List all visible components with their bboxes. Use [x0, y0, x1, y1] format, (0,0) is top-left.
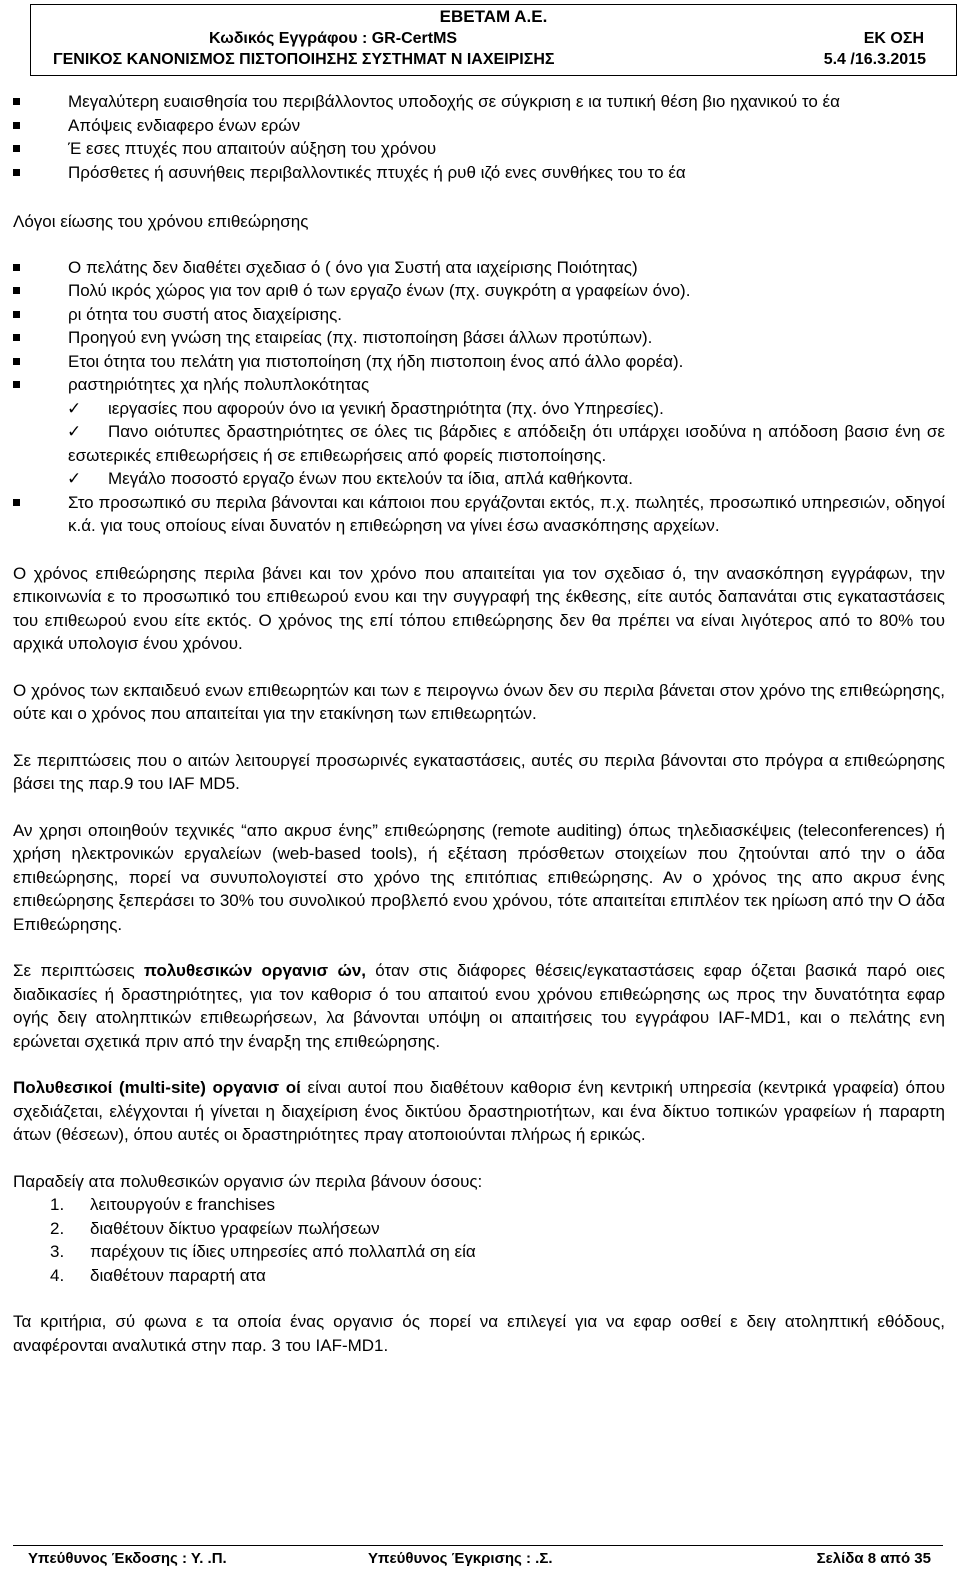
- check-item: ✓ ιεργασίες που αφορούν όνο ια γενική δραστηριότητα (πχ. όνο Υπηρεσίες).: [13, 397, 945, 421]
- paragraph: Πολυθεσικοί (multi-site) οργανισ οί είναι αυτοί που διαθέτουν καθορισ ένη κεντρική υπηρεσία (κεντρικά γραφεία) όπου σχεδιάζεται, ελέγχονται ή γίνεται η διαχείριση ένος δικτύου δραστηριοτήτων, και ένα δίκτυο τοπικών γραφείων ή παραρτη άτων (θέσεων), όπου αυτές οι δραστηριότητες πραγ ατοποιούνται πλήρως ή ερικώς.: [13, 1078, 945, 1144]
- paragraph: Ο χρόνος των εκπαιδευό ενων επιθεωρητών και των ε πειρογνω όνων δεν συ περιλα βάνεται στον χρόνο της επιθεώρησης, ούτε και ο χρόνος που απαιτείται για την ετακίνηση των επιθεωρητών.: [13, 680, 945, 723]
- square-bullet-icon: [13, 381, 20, 388]
- list-item: Μεγαλύτερη ευαισθησία του περιβάλλοντος υποδοχής σε σύγκριση ε ια τυπική θέση βιο ηχανικού το έα: [13, 90, 945, 114]
- checkmark-icon: ✓: [67, 398, 82, 418]
- page-header: [30, 4, 957, 76]
- edition-label: ΕΚ ΟΣΗ: [863, 30, 924, 47]
- list-item: Πολύ ικρός χώρος για τον αριθ ό των εργαζο ένων (πχ. συγκρότη α γραφείων όνο).: [13, 279, 945, 303]
- square-bullet-icon: [13, 169, 20, 176]
- document-code: Κωδικός Εγγράφου : GR-CertMS: [209, 30, 458, 47]
- list-item: Ετοι ότητα του πελάτη για πιστοποίηση (πχ ήδη πιστοποιη ένος από άλλο φορέα).: [13, 350, 945, 374]
- numbered-item: 3. παρέχουν τις ίδιες υπηρεσίες από πολλαπλά ση εία: [50, 1242, 476, 1261]
- paragraph: Ο χρόνος επιθεώρησης περιλα βάνει και τον χρόνο που απαιτείται για τον σχεδιασ ό, την ανασκόπηση εγγράφων, την επικοινωνία ε το προσωπικό του επιθεωρού ενου και την συγγραφή της έκθεσης, είτε αυτός δαπανάται στις εγκαταστάσεις του επιθεωρού ενου είτε εκτός. Ο χρόνος της επί τόπου επιθεώρησης δεν θα πρέπει να είναι λιγότερος από το 80% του αρχικά υπολογισ ένου χρόνου.: [13, 563, 945, 653]
- checkmark-icon: ✓: [67, 469, 82, 488]
- square-bullet-icon: [13, 499, 20, 506]
- square-bullet-icon: [13, 145, 20, 152]
- list-item: Προηγού ενη γνώση της εταιρείας (πχ. πιστοποίηση βάσει άλλων προτύπων).: [13, 326, 945, 350]
- paragraph: Τα κριτήρια, σύ φωνα ε τα οποία ένας οργανισ ός πορεί να επιλεγεί για να εφαρ οσθεί ε δειγ ατοληπτική εθόδους, αναφέρονται αναλυτικά στην παρ. 3 του IAF-MD1.: [13, 1312, 945, 1355]
- section-heading: Λόγοι είωσης του χρόνου επιθεώρησης: [13, 212, 309, 231]
- company-name: ΕΒΕΤΑΜ Α.Ε.: [439, 7, 548, 26]
- paragraph: Σε περιπτώσεις που ο αιτών λειτουργεί προσωρινές εγκαταστάσεις, αυτές συ περιλα βάνονται στο πρόγρα α επιθεώρησης βάσει της παρ.9 του IAF MD5.: [13, 750, 945, 793]
- page-footer: [13, 1545, 943, 1568]
- footer-approver: Υπεύθυνος Έγκρισης : .Σ.: [368, 1550, 553, 1567]
- numbered-item: 4. διαθέτουν παραρτή ατα: [50, 1265, 266, 1285]
- bold-term: Πολυθεσικοί (multi-site) οργανισ οί: [13, 1078, 301, 1097]
- check-item: ✓ Πανο οιότυπες δραστηριότητες σε όλες τις βάρδιες ε απόδειξη ότι υπάρχει ισοδύνα η απόδοση βασισ ένη σε εσωτερικές επιθεωρήσεις ή σε επιθεωρήσεις από φορείς πιστοποίησης.: [67, 422, 945, 465]
- square-bullet-icon: [13, 311, 20, 318]
- numbered-item: 2. διαθέτουν δίκτυο γραφείων πωλήσεων: [50, 1218, 380, 1238]
- page-content: [13, 90, 945, 1357]
- list-item: ρι ότητα του συστή ατος διαχείρισης.: [13, 303, 945, 327]
- footer-issuer: Υπεύθυνος Έκδοσης : Υ. .Π.: [28, 1550, 227, 1567]
- list-item: Πρόσθετες ή ασυνήθεις περιβαλλοντικές πτυχές ή ρυθ ιζό ενες συνθήκες του το έα: [13, 161, 945, 185]
- square-bullet-icon: [13, 358, 20, 365]
- document-title: ΓΕΝΙΚΟΣ ΚΑΝΟΝΙΣΜΟΣ ΠΙΣΤΟΠΟΙΗΣΗΣ ΣΥΣΤΗΜΑΤ Ν ΙΑΧΕΙΡΙΣΗΣ: [53, 51, 555, 68]
- square-bullet-icon: [13, 287, 20, 294]
- square-bullet-icon: [13, 264, 20, 271]
- version-date: 5.4 /16.3.2015: [823, 51, 926, 68]
- list-item: Ο πελάτης δεν διαθέτει σχεδιασ ό ( όνο για Συστή ατα ιαχείρισης Ποιότητας): [13, 256, 945, 280]
- paragraph: Παραδείγ ατα πολυθεσικών οργανισ ών περιλα βάνουν όσους:: [13, 1171, 483, 1191]
- list-item: ραστηριότητες χα ηλής πολυπλοκότητας: [13, 373, 945, 397]
- square-bullet-icon: [13, 98, 20, 105]
- list-item: Έ εσες πτυχές που απαιτούν αύξηση του χρόνου: [13, 137, 945, 161]
- square-bullet-icon: [13, 334, 20, 341]
- bold-term: πολυθεσικών οργανισ ών,: [143, 961, 366, 980]
- numbered-item: 1. λειτουργούν ε franchises: [50, 1195, 276, 1214]
- paragraph: Αν χρησι οποιηθούν τεχνικές “απο ακρυσ ένης” επιθεώρησης (remote auditing) όπως τηλεδιασκέψεις (teleconferences) ή χρήση ηλεκτρονικών εργαλείων (web-based tools), ή εξέταση πρόσθετων στοιχείων που ζητούνται από την ο άδα επιθεώρησης, πορεί να συνυπολογιστεί στο χρόνο της επιτόπιας επιθεώρησης. Αν ο χρόνος της απο ακρυσ ένης επιθεώρησης ξεπεράσει το 30% του συνολικού προβλεπό ενου χρόνου, τότε απαιτείται επιπλέον τεκ ηρίωση από την Ο άδα Επιθεώρησης.: [13, 820, 945, 934]
- list-item: Απόψεις ενδιαφερο ένων ερών: [13, 114, 945, 138]
- checkmark-icon: ✓: [67, 422, 82, 441]
- check-item: ✓ Μεγάλο ποσοστό εργαζο ένων που εκτελούν τα ίδια, απλά καθήκοντα.: [13, 467, 945, 491]
- page-number: Σελίδα 8 από 35: [816, 1550, 931, 1567]
- square-bullet-icon: [13, 122, 20, 129]
- paragraph: Σε περιπτώσεις πολυθεσικών οργανισ ών, όταν στις διάφορες θέσεις/εγκαταστάσεις εφαρ όζεται βασικά παρό οιες διαδικασίες ή δραστηριότητες, για τον καθορισ ό του απαιτού ενου χρόνου επιθεώρησης ως προς την δυνατότητα εφαρ ογής δειγ ατοληπτικών επιθεωρήσεων, λα βάνονται υπόψη οι απαιτήσεις του εγγράφου IAF-MD1, και ο πελάτης ενη ερώνεται σχετικά πριν από την έναρξη της επιθεώρησης.: [13, 961, 945, 1051]
- list-item: Στο προσωπικό συ περιλα βάνονται και κάποιοι που εργάζονται εκτός, π.χ. πωλητές, προσωπικό υπηρεσιών, οδηγοί κ.ά. για τους οποίους είναι δυνατόν η επιθεώρηση να γίνει έσω ανασκόπησης αρχείων.: [13, 491, 945, 538]
